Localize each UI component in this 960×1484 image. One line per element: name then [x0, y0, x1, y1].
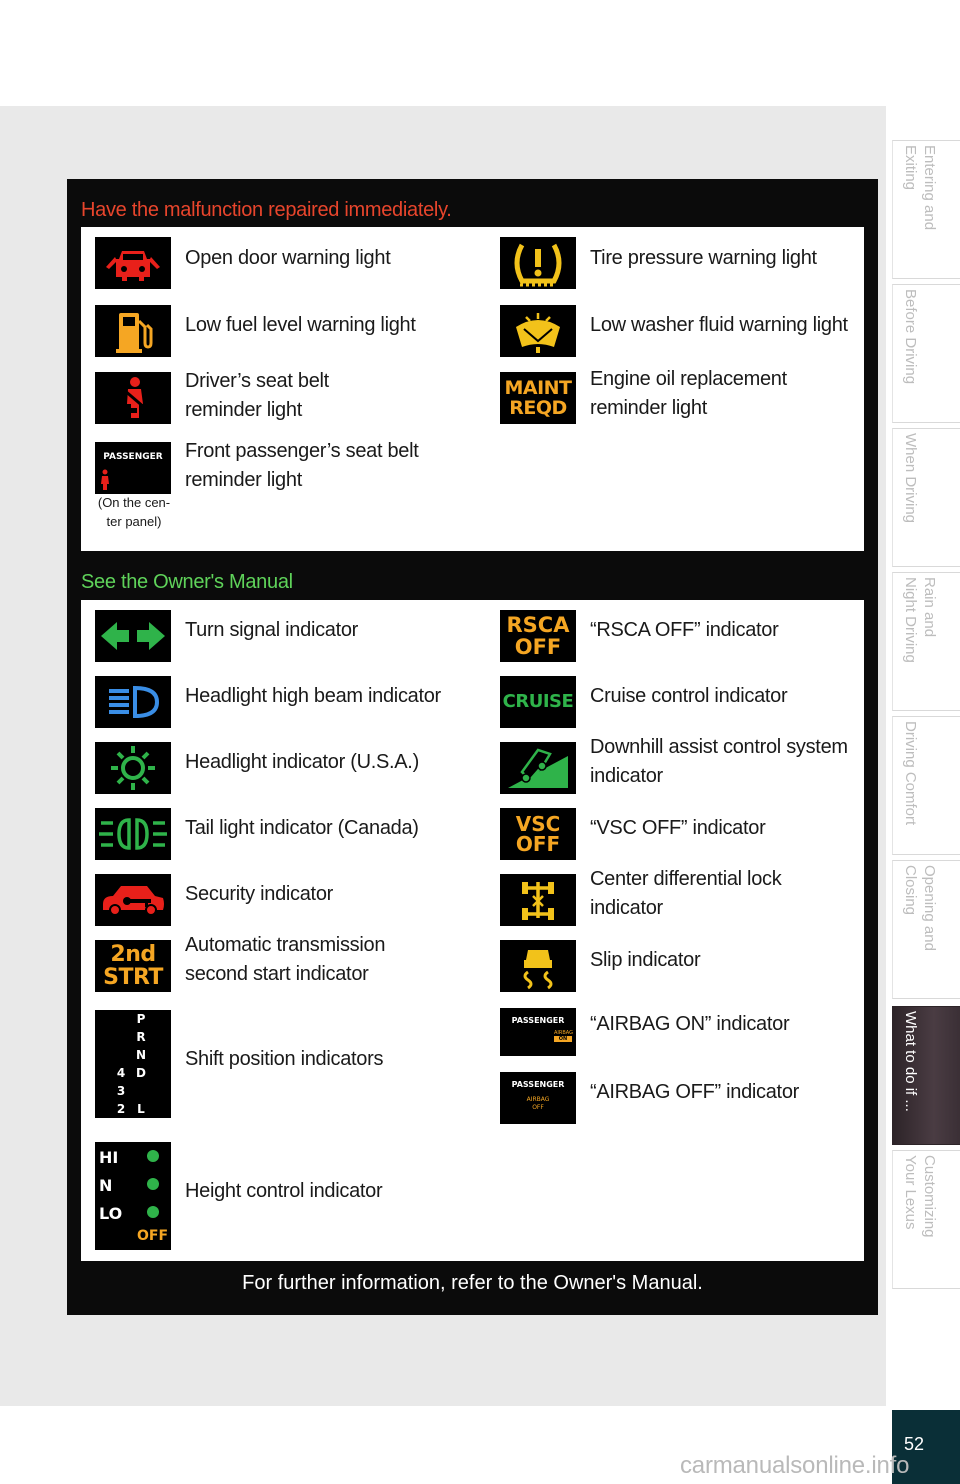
- shift-position-label: Shift position indicators: [185, 1048, 384, 1070]
- vsc-off-label: “VSC OFF” indicator: [590, 817, 766, 839]
- fuel-pump-icon: [95, 305, 171, 357]
- tire-pressure-label: Tire pressure warning light: [590, 247, 817, 269]
- open-door-label: Open door warning light: [185, 247, 391, 269]
- height-control-label: Height control indicator: [185, 1180, 383, 1202]
- washer-fluid-icon: [500, 305, 576, 357]
- tail-light-icon: [95, 808, 171, 860]
- downhill-icon: [500, 742, 576, 794]
- low-fuel-label: Low fuel level warning light: [185, 314, 416, 336]
- headlight-label: Headlight indicator (U.S.A.): [185, 751, 419, 773]
- headlight-icon: [95, 742, 171, 794]
- turn-arrows-icon: [95, 610, 171, 662]
- height-control-icon: HI N LO OFF: [95, 1142, 171, 1250]
- diff-lock-icon: [500, 874, 576, 926]
- security-car-icon: [95, 874, 171, 926]
- tab-driving-comfort[interactable]: Driving Comfort: [892, 716, 960, 855]
- passenger-belt-icon: PASSENGER: [95, 442, 171, 494]
- page-number: 52: [892, 1410, 960, 1484]
- slip-icon: [500, 940, 576, 992]
- tire-pressure-icon: [500, 237, 576, 289]
- high-beam-icon: [95, 676, 171, 728]
- tab-what-to-do-if[interactable]: What to do if ...: [892, 1006, 960, 1145]
- engine-oil-label: Engine oil replacement reminder light: [590, 368, 787, 419]
- high-beam-label: Headlight high beam indicator: [185, 685, 441, 707]
- vsc-off-icon: VSC OFF: [500, 808, 576, 860]
- repair-section-box: [81, 227, 864, 551]
- tab-before-driving[interactable]: Before Driving: [892, 284, 960, 423]
- tab-customizing-your-lexus[interactable]: Customizing Your Lexus: [892, 1150, 960, 1289]
- tab-when-driving[interactable]: When Driving: [892, 428, 960, 567]
- panel-footer: For further information, refer to the Owner's Manual.: [242, 1272, 703, 1294]
- passenger-belt-note: (On the cen- ter panel): [97, 495, 171, 529]
- security-label: Security indicator: [185, 883, 333, 905]
- low-washer-label: Low washer fluid warning light: [590, 314, 848, 336]
- turn-signal-label: Turn signal indicator: [185, 619, 359, 641]
- section-title-manual: See the Owner's Manual: [81, 571, 293, 593]
- driver-belt-label: Driver’s seat belt reminder light: [185, 370, 329, 421]
- downhill-label: Downhill assist control system indicator: [590, 736, 848, 787]
- open-door-icon: [95, 237, 171, 289]
- tab-entering-and-exiting[interactable]: Entering and Exiting: [892, 140, 960, 279]
- seat-belt-icon: [95, 372, 171, 424]
- shift-position-icon: P R N D L 4 3 2: [95, 1010, 171, 1118]
- maint-reqd-icon: MAINT REQD: [500, 372, 576, 424]
- cruise-label: Cruise control indicator: [590, 685, 788, 707]
- tab-opening-and-closing[interactable]: Opening and Closing: [892, 860, 960, 999]
- passenger-belt-label: Front passenger’s seat belt reminder light: [185, 440, 419, 491]
- second-start-label: Automatic transmission second start indicator: [185, 934, 386, 985]
- airbag-on-icon: PASSENGER AIRBAG ON: [500, 1008, 576, 1056]
- manual-section-box: [81, 600, 864, 1261]
- cruise-icon: CRUISE: [500, 676, 576, 728]
- airbag-off-icon: PASSENGER AIRBAG OFF: [500, 1072, 576, 1124]
- section-title-repair: Have the malfunction repaired immediately.: [81, 199, 452, 221]
- second-start-icon: 2nd STRT: [95, 940, 171, 992]
- tab-rain-and-night-driving[interactable]: Rain and Night Driving: [892, 572, 960, 711]
- indicator-panel: [67, 179, 878, 1315]
- rsca-off-icon: RSCA OFF: [500, 610, 576, 662]
- watermark: carmanualsonline.info: [680, 1452, 910, 1479]
- center-diff-label: Center differential lock indicator: [590, 868, 782, 919]
- tail-light-label: Tail light indicator (Canada): [185, 817, 419, 839]
- slip-label: Slip indicator: [590, 949, 701, 971]
- airbag-off-label: “AIRBAG OFF” indicator: [590, 1081, 799, 1103]
- rsca-off-label: “RSCA OFF” indicator: [590, 619, 779, 641]
- airbag-on-label: “AIRBAG ON” indicator: [590, 1013, 790, 1035]
